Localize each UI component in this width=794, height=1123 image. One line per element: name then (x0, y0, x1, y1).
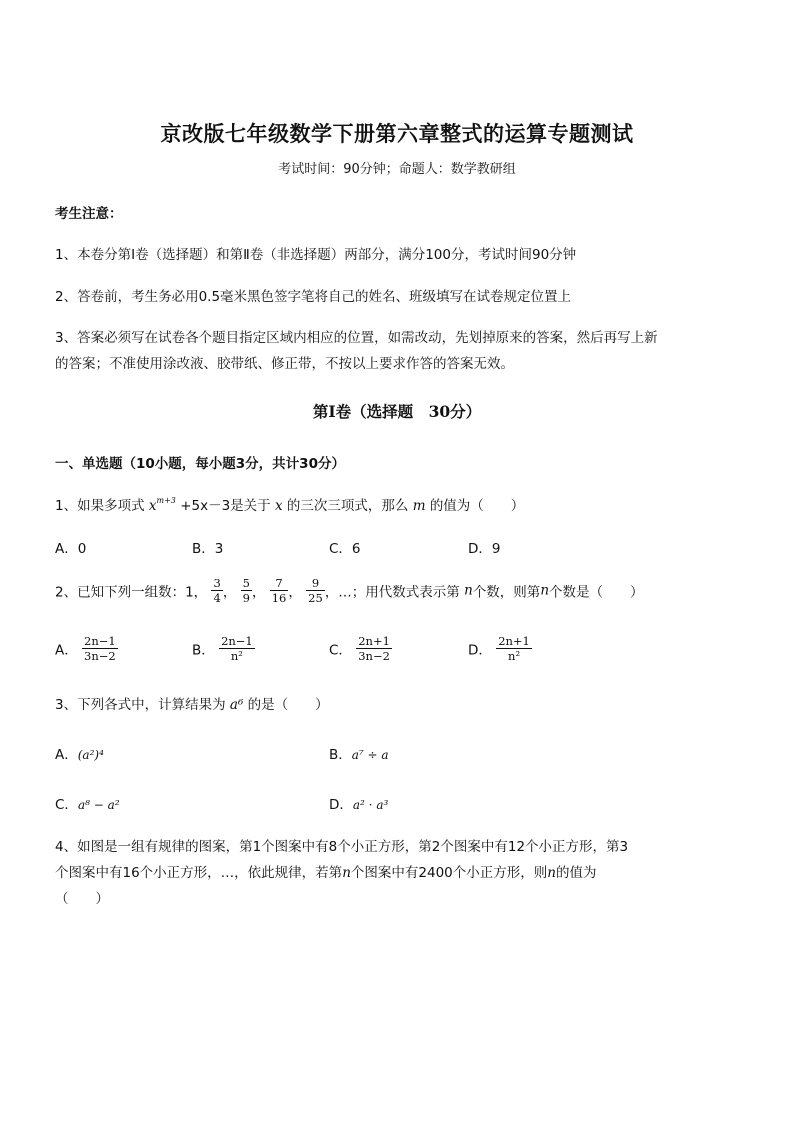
q2-tail: ，…；用代数式表示第 (324, 584, 460, 601)
q1-option-c[interactable]: C．6 (329, 541, 361, 557)
q1-option-a[interactable]: A．0 (55, 541, 87, 557)
q1-option-b[interactable]: B．3 (192, 541, 224, 557)
section-title: 第Ⅰ卷（选择题 30分） (312, 402, 482, 421)
q2-var: n (464, 582, 473, 599)
question-2: 2、已知下列一组数：1， $\frac{3}{4}$ ， $\frac{5}{9}$ ， $\frac{7}{16}$ ， $\frac{9}{25}$ ，…；用代数式表示第 n个数，则第n个数是（ ） (55, 576, 644, 605)
q2-option-c[interactable]: C． $\frac{2n+1}{3n-2}$ (329, 634, 390, 663)
note-item-2: 2、答卷前，考生务必用0.5毫米黑色签字笔将自己的姓名、班级填写在试卷规定位置上 (55, 289, 572, 305)
question-1 (55, 494, 524, 514)
q3-result: a⁶ (229, 697, 244, 713)
q1-exponent: m+3 (156, 496, 176, 505)
q3-option-d[interactable]: D．a² · a³ (329, 797, 389, 813)
q2-option-a[interactable]: A． $\frac{2n-1}{3n-2}$ (55, 634, 116, 663)
part-heading: 一、单选题（10小题，每小题3分，共计30分） (55, 456, 345, 472)
q3-option-b[interactable]: B．a⁷ ÷ a (329, 747, 389, 763)
q2-tail3: 个数是（ ） (549, 584, 644, 601)
q2-tail2: 个数，则第 (472, 584, 541, 601)
q2-var: n (540, 582, 550, 599)
q1-prefix: 1、如果多项式 (55, 498, 145, 514)
q2-seq-fraction: $\frac{3}{4}$ (213, 576, 221, 605)
note-item-3-line-1: 3、答案必须写在试卷各个题目指定区域内相应的位置，如需改动，先划掉原来的答案，然后再写上新 (55, 330, 658, 346)
q3-option-a[interactable]: A．(a²)⁴ (55, 747, 104, 763)
q1-var: x (274, 498, 283, 514)
q2-seq-fraction: $\frac{5}{9}$ (242, 576, 250, 605)
q2-seq-fraction: $\frac{9}{25}$ (308, 576, 323, 605)
q1-end: 的值为（ ） (429, 498, 525, 514)
q1-base: x (148, 498, 157, 514)
question-4-line-2: 个图案中有16个小正方形，…，依此规律，若第n个图案中有2400个小正方形，则n的值为 (55, 865, 597, 881)
q2-seq-fraction: $\frac{7}{16}$ (271, 576, 287, 605)
q3-end: 的是（ ） (247, 697, 329, 713)
notes-heading: 考生注意： (55, 206, 123, 222)
q3-option-c[interactable]: C．a⁸ − a² (55, 797, 120, 813)
q2-option-b[interactable]: B． $\frac{2n-1}{\text{n²}}$ (192, 634, 253, 663)
page-title: 京改版七年级数学下册第六章整式的运算专题测试 (160, 121, 634, 146)
question-4-line-1: 4、如图是一组有规律的图案，第1个图案中有8个小正方形，第2个图案中有12个小正方形，第3 (55, 839, 629, 855)
q3-prefix: 3、下列各式中，计算结果为 (55, 697, 226, 713)
q1-var2: m (412, 498, 426, 514)
q1-mid2: 的三次三项式，那么 (286, 498, 409, 514)
question-4-line-3: （ ） (55, 891, 109, 907)
q1-option-d[interactable]: D．9 (468, 541, 501, 557)
question-3 (55, 693, 329, 713)
q1-mid: +5x－3是关于 (180, 498, 271, 514)
page-subtitle: 考试时间：90分钟；命题人：数学教研组 (278, 162, 516, 177)
note-item-1: 1、本卷分第Ⅰ卷（选择题）和第Ⅱ卷（非选择题）两部分，满分100分，考试时间90分钟 (55, 247, 577, 263)
q2-option-d[interactable]: D． $\frac{2n+1}{\text{n²}}$ (468, 634, 530, 663)
note-item-3-line-2: 的答案；不准使用涂改液、胶带纸、修正带，不按以上要求作答的答案无效。 (55, 356, 514, 372)
q2-prefix: 2、已知下列一组数：1， (55, 584, 208, 601)
